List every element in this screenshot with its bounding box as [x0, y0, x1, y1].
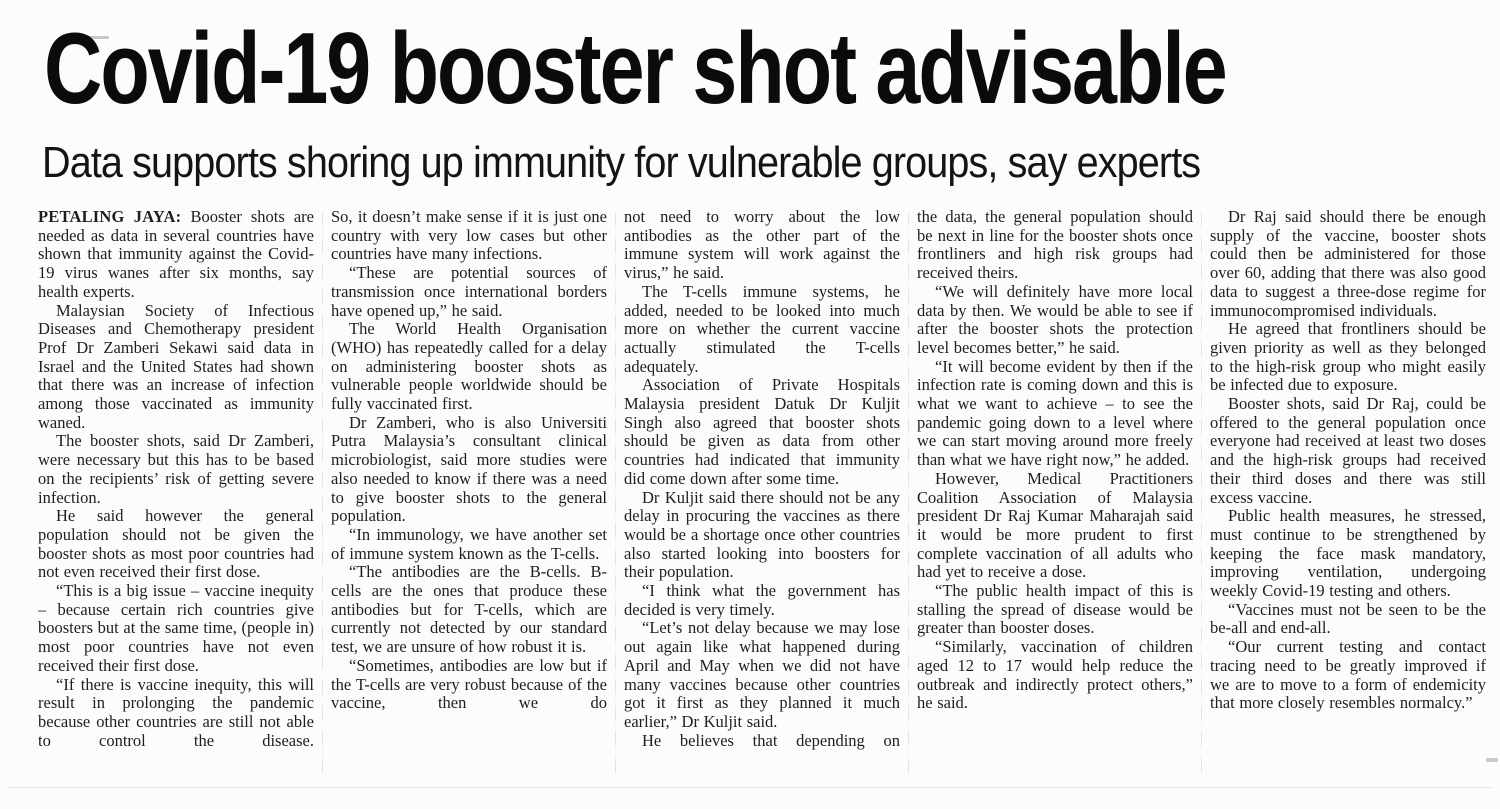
- subheadline: Data supports shoring up immunity for vulnerable groups, say experts: [42, 138, 1201, 187]
- column-4: [917, 208, 1193, 783]
- paragraph: The booster shots, said Dr Zamberi, were necessary but this has to be based on the recipients’ risk of getting severe infection.: [38, 431, 314, 507]
- paragraph: “The antibodies are the B-cells. B-cells are the ones that produce these antibodies but for T-cells, which are currently not detected by our standard test, we are unsure of how robust it is.: [331, 562, 607, 657]
- paragraph: “The public health impact of this is stalling the spread of disease would be greater than booster doses.: [917, 581, 1193, 638]
- paragraph: However, Medical Practitioners Coalition Association of Malaysia president Dr Raj Kumar Maharajah said it would be more prudent to first complete vaccination of all adults who had yet to receive a dose.: [917, 468, 1193, 582]
- paragraph: So, it doesn’t make sense if it is just one country with very low cases but other countries have many infections.: [331, 208, 607, 264]
- column-3: [624, 208, 900, 783]
- paragraph: “Sometimes, antibodies are low but if the T-cells are very robust because of the vaccine, then we do: [331, 655, 607, 713]
- paragraph: “I think what the government has decided is very timely.: [624, 581, 900, 619]
- paragraph: Association of Private Hospitals Malaysia president Datuk Dr Kuljit Singh also agreed that booster shots should be given as data from other countries had indicated that immunity did come down after some time.: [624, 375, 900, 488]
- paragraph: Booster shots, said Dr Raj, could be offered to the general population once everyone had received at least two doses and the high-risk groups had received their third doses and there was still excess vaccine.: [1210, 394, 1486, 507]
- paragraph: Malaysian Society of Infectious Diseases and Chemotherapy president Prof Dr Zamberi Sekawi said data in Israel and the United States had shown that there was an increase of infection among those vaccinated as immunity waned.: [38, 300, 314, 432]
- paragraph: He agreed that frontliners should be given priority as well as they belonged to the high-risk group who might easily be infected due to exposure.: [1210, 319, 1486, 395]
- scan-artifact-bottom-rule: [8, 787, 1492, 788]
- paragraph: “Let’s not delay because we may lose out again like what happened during April and May when we did not have many vaccines because other countries got it first as they planned it much earlier,” Dr Kuljit said.: [624, 618, 900, 731]
- paragraph: “It will become evident by then if the infection rate is coming down and this is what we want to achieve – to see the pandemic going down to a level where we can start moving around more freely than what we have right now,” he added.: [917, 356, 1193, 470]
- paragraph: Dr Raj said should there be enough supply of the vaccine, booster shots could then be administered for those over 60, adding that there was also good data to suggest a three-dose regime for immunocompromised individuals.: [1210, 208, 1486, 320]
- lead-paragraph: PETALING JAYA: Booster shots are needed as data in several countries have shown that immunity against the Covid-19 virus wanes after six months, say health experts.: [38, 208, 314, 301]
- paragraph: Dr Kuljit said there should not be any delay in procuring the vaccines as there would be a shortage once other countries also started looking into boosters for their population.: [624, 487, 900, 582]
- paragraph: “These are potential sources of transmission once international borders have opened up,” he said.: [331, 263, 607, 320]
- column-5: [1210, 208, 1486, 783]
- paragraph: He believes that depending on: [642, 730, 900, 750]
- scan-artifact-right-edge: [1486, 758, 1498, 762]
- paragraph: “Vaccines must not be seen to be the be-all and end-all.: [1210, 599, 1486, 638]
- paragraph: Dr Zamberi, who is also Universiti Putra Malaysia’s consultant clinical microbiologist, said more studies were also needed to know if there was a need to give booster shots to the general population.: [331, 412, 607, 526]
- paragraph: “Our current testing and contact tracing need to be greatly improved if we are to move to a form of endemicity that more closely resembles normalcy.”: [1210, 637, 1486, 713]
- paragraph: the data, the general population should be next in line for the booster shots once frontliners and high risk groups had received theirs.: [917, 208, 1193, 283]
- column-1: [38, 208, 314, 783]
- paragraph: “If there is vaccine inequity, this will result in prolonging the pandemic because other countries are still not able to control the disease.: [38, 674, 314, 750]
- column-2: [331, 208, 607, 783]
- paragraph: The World Health Organisation (WHO) has repeatedly called for a delay on administering booster shots as vulnerable people worldwide should be fully vaccinated first.: [331, 319, 607, 414]
- paragraph: not need to worry about the low antibodies as the other part of the immune system will work against the virus,” he said.: [624, 208, 900, 283]
- paragraph: “We will definitely have more local data by then. We would be able to see if after the booster shots the protection level becomes better,” he said.: [917, 281, 1193, 357]
- paragraph: The T-cells immune systems, he added, needed to be looked into much more on whether the current vaccine actually stimulated the T-cells adequately.: [624, 281, 900, 376]
- headline: Covid-19 booster shot advisable: [44, 13, 1226, 125]
- paragraph: He said however the general population should not be given the booster shots as most poor countries had not even received their first dose.: [38, 506, 314, 582]
- paragraph: “In immunology, we have another set of immune system known as the T-cells.: [331, 524, 607, 563]
- paragraph: Public health measures, he stressed, must continue to be strengthened by keeping the face mask mandatory, improving ventilation, undergoing weekly Covid-19 testing and others.: [1210, 506, 1486, 601]
- paragraph: “This is a big issue – vaccine inequity – because certain rich countries give boosters but at the same time, (people in) most poor countries have not even received their first dose.: [38, 581, 314, 675]
- dateline: PETALING JAYA:: [38, 208, 191, 226]
- article-body: [38, 208, 1486, 783]
- paragraph: “Similarly, vaccination of children aged 12 to 17 would help reduce the outbreak and indirectly protect others,” he said.: [917, 637, 1193, 713]
